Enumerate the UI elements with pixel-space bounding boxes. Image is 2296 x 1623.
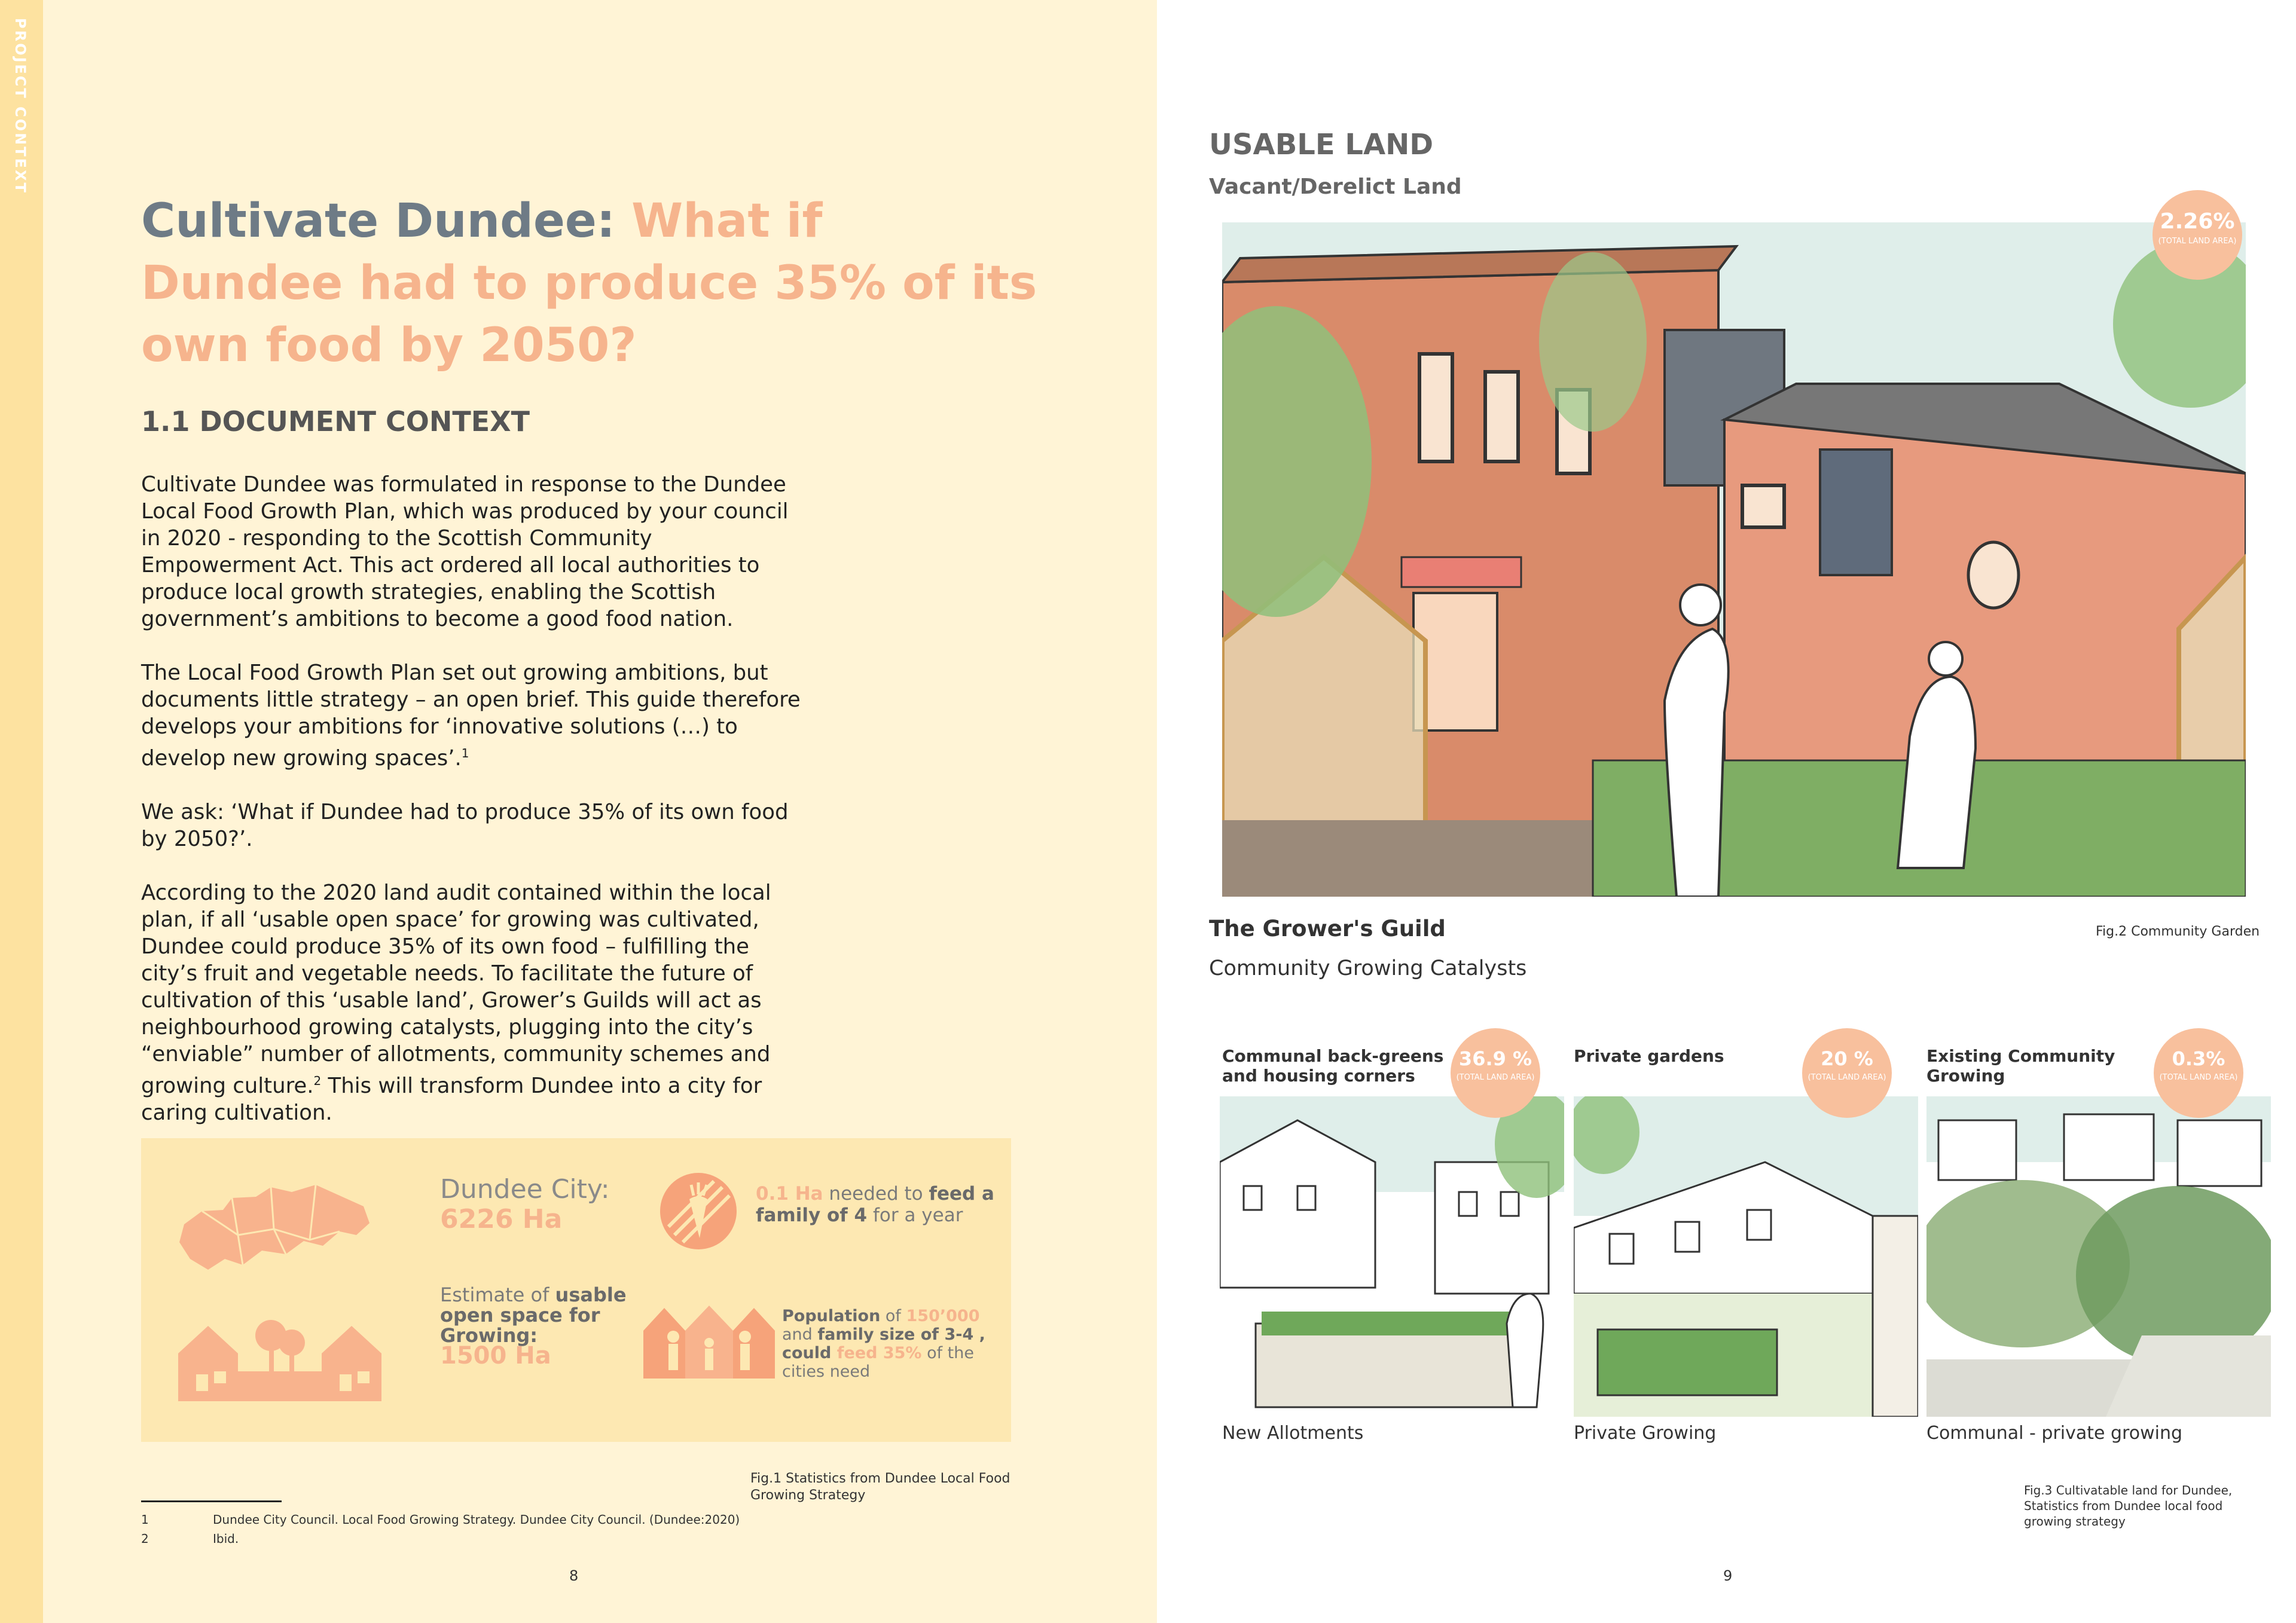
main-badge-label: (TOTAL LAND AREA) bbox=[2158, 237, 2237, 246]
pop-text-3: of the cities need bbox=[782, 1344, 974, 1381]
footnote-2-text: Ibid. bbox=[213, 1532, 239, 1546]
body-text bbox=[141, 471, 811, 1153]
title-lead: Cultivate Dundee: bbox=[141, 194, 615, 248]
panel-1-badge-label: (TOTAL LAND AREA) bbox=[1456, 1073, 1535, 1082]
pop-bold-1: Population bbox=[782, 1307, 881, 1325]
footnote-2 bbox=[141, 1532, 239, 1546]
section-heading: 1.1 DOCUMENT CONTEXT bbox=[141, 405, 530, 438]
title-rest: What if Dundee had to produce 35% of its own food by 2050? bbox=[141, 194, 1037, 372]
paragraph-2-text: The Local Food Growth Plan set out growing ambitions, but documents little strategy – an open brief. This guide therefore develops your ambitions for ‘innovative solutions (…) to develop new growing spaces’. bbox=[141, 661, 801, 771]
fig3-caption: Fig.3 Cultivatable land for Dundee, Statistics from Dundee local food growing strategy bbox=[2024, 1483, 2233, 1529]
paragraph-4 bbox=[141, 879, 811, 1126]
pop-text-1: of bbox=[880, 1307, 906, 1325]
private-gardens-illustration bbox=[1574, 1096, 1918, 1417]
panel-2-badge-value: 20 % bbox=[1821, 1047, 1873, 1070]
footnote-rule bbox=[141, 1500, 282, 1502]
community-growing-illustration bbox=[1926, 1096, 2271, 1417]
growers-guild-subtitle: Community Growing Catalysts bbox=[1209, 956, 1527, 980]
city-value: 6226 Ha bbox=[440, 1204, 563, 1234]
panel-2-badge bbox=[1802, 1028, 1892, 1118]
footnote-ref-1: 1 bbox=[461, 746, 469, 760]
panel-3-caption: Communal - private growing bbox=[1926, 1423, 2182, 1444]
growers-guild-title: The Grower's Guild bbox=[1209, 916, 1446, 942]
panel-1-badge bbox=[1451, 1028, 1540, 1118]
vacant-land-subheading: Vacant/Derelict Land bbox=[1209, 175, 1462, 199]
panel-3-badge-value: 0.3% bbox=[2172, 1047, 2225, 1070]
feed-text-2: for a year bbox=[867, 1205, 963, 1226]
usable-stat bbox=[440, 1283, 643, 1370]
side-tab bbox=[0, 0, 43, 1623]
paragraph-1: Cultivate Dundee was formulated in response to the Dundee Local Food Growth Plan, which was produced by your council in 2020 - responding to the Scottish Community Empowerment Act. This act ordered all local authorities to produce local growth strategies, enabling the Scottish government’s ambitions to become a good food nation. bbox=[141, 472, 789, 631]
panel-1-heading: Communal back-greens and housing corners bbox=[1222, 1046, 1444, 1086]
fig1-caption: Fig.1 Statistics from Dundee Local Food Growing Strategy bbox=[750, 1471, 1010, 1503]
community-garden-illustration bbox=[1222, 222, 2246, 897]
footnote-2-num: 2 bbox=[141, 1532, 149, 1546]
city-stat bbox=[440, 1174, 610, 1234]
statistics-box bbox=[141, 1138, 1011, 1442]
usable-text: Estimate of bbox=[440, 1283, 555, 1306]
paragraph-4-text-a: According to the 2020 land audit contained within the local plan, if all ‘usable open space’ for growing was cultivated, Dundee could produce 35% of its own food – fulfilling the city’s fruit and vegetable needs. To facilitate the future of cultivation of this ‘usable land’, Grower’s Guilds will act as neighbourhood growing catalysts, plugging into the city’s “enviable” number of allotments, community schemes and growing culture. bbox=[141, 880, 771, 1098]
footnote-1 bbox=[141, 1512, 740, 1527]
dundee-map-icon bbox=[166, 1169, 375, 1277]
population-stat bbox=[782, 1307, 1009, 1381]
feed-value: 0.1 Ha bbox=[756, 1183, 823, 1205]
usable-land-heading: USABLE LAND bbox=[1209, 128, 1434, 161]
feed-text-1: needed to bbox=[823, 1183, 929, 1205]
paragraph-4-text-b: This will transform Dundee into a city for caring cultivation. bbox=[141, 1073, 762, 1125]
usable-value: 1500 Ha bbox=[440, 1342, 551, 1370]
carrot-icon bbox=[657, 1169, 740, 1253]
paragraph-3: We ask: ‘What if Dundee had to produce 35% of its own food by 2050?’. bbox=[141, 799, 789, 851]
panel-2-caption: Private Growing bbox=[1574, 1423, 1717, 1444]
panel-2-badge-label: (TOTAL LAND AREA) bbox=[1808, 1073, 1886, 1082]
panel-2-heading: Private gardens bbox=[1574, 1046, 1724, 1066]
page-title bbox=[141, 190, 1038, 377]
pop-highlight: feed 35% bbox=[831, 1344, 922, 1362]
footnote-1-num: 1 bbox=[141, 1512, 149, 1527]
family-icon bbox=[637, 1295, 781, 1384]
fig2-caption: Fig.2 Community Garden bbox=[2096, 924, 2260, 939]
panel-3-badge bbox=[2154, 1028, 2243, 1118]
side-tab-label: PROJECT CONTEXT bbox=[12, 18, 29, 194]
panel-1-badge-value: 36.9 % bbox=[1458, 1047, 1532, 1070]
page-number-left: 8 bbox=[569, 1567, 579, 1584]
footnote-1-text: Dundee City Council. Local Food Growing Strategy. Dundee City Council. (Dundee:2020) bbox=[213, 1512, 740, 1527]
footnote-ref-2: 2 bbox=[313, 1073, 322, 1088]
feed-bold: feed a family of 4 bbox=[756, 1183, 994, 1226]
usable-bold: usable open space for Growing: bbox=[440, 1283, 627, 1347]
feed-stat bbox=[756, 1183, 1007, 1226]
paragraph-2 bbox=[141, 659, 811, 772]
main-land-badge bbox=[2152, 190, 2242, 280]
houses-icon bbox=[172, 1312, 387, 1407]
allotments-illustration bbox=[1220, 1096, 1564, 1417]
panel-3-badge-label: (TOTAL LAND AREA) bbox=[2159, 1073, 2238, 1082]
page-number-right: 9 bbox=[1723, 1567, 1733, 1584]
panel-1-caption: New Allotments bbox=[1222, 1423, 1364, 1444]
pop-text-2: and bbox=[782, 1325, 818, 1344]
city-label: Dundee City: bbox=[440, 1174, 610, 1205]
pop-value: 150’000 bbox=[906, 1307, 980, 1325]
pop-bold-2: family size of 3-4 , could bbox=[782, 1325, 985, 1362]
panel-3-heading: Existing Community Growing bbox=[1926, 1046, 2115, 1086]
main-badge-value: 2.26% bbox=[2160, 209, 2235, 234]
